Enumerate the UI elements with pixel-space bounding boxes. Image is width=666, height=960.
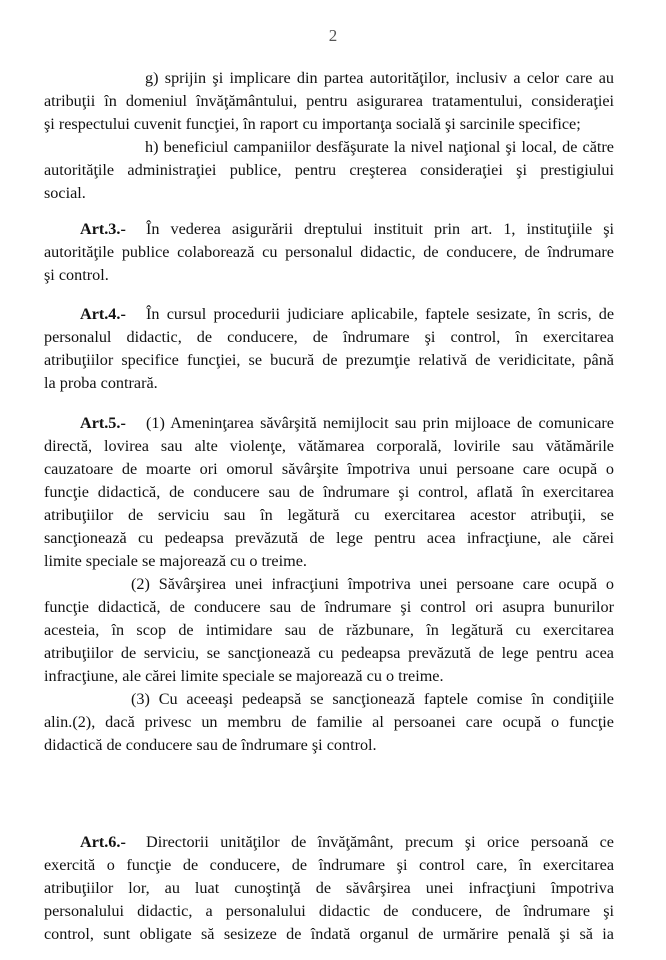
article-5-line: infracţiune, ale cărei limite speciale se majorează cu o treime. [44,667,444,685]
item-g-line: g) sprijin şi implicare din partea autorităţilor, inclusiv a celor care au [145,69,614,87]
article-6-line: control, sunt obligate să sesizeze de îndată organul de urmărire penală şi să ia [44,925,614,943]
article-5-line: directă, lovirea sau alte violenţe, vătămarea corporală, lovirile sau vătămările [44,437,614,455]
article-5-line: acesteia, în scop de intimidare sau de răzbunare, în legătură cu exercitarea [44,621,614,639]
article-3-line: În vederea asigurării dreptului instituit prin art. 1, instituţiile şi [146,220,614,238]
page-number: 2 [328,26,338,45]
item-h-line: h) beneficiul campaniilor desfăşurate la nivel naţional şi local, de către [145,138,614,156]
article-5-line: (1) Ameninţarea săvârşită nemijlocit sau prin mijloace de comunicare [146,414,614,432]
article-6-line: atribuţiilor lor, au luat cunoştinţă de săvârşirea unei infracţiuni împotriva [44,879,614,897]
article-4-line: În cursul procedurii judiciare aplicabile, faptele sesizate, în scris, de [146,305,614,323]
article-4-line: la proba contrară. [44,374,158,392]
article-6-line: Directorii unităţilor de învăţământ, precum şi orice persoană ce [146,833,614,851]
article-3-label: Art.3.- [80,220,126,238]
item-g-line: atribuţii în domeniul învăţământului, pentru asigurarea tratamentului, consideraţiei [44,92,614,110]
item-h-line: autorităţile administraţiei publice, pentru creşterea consideraţiei şi prestigiului [44,161,614,179]
article-5-line: atribuţiilor de serviciu, se sancţionează cu pedeapsa prevăzută de lege pentru acea [44,644,614,662]
article-5-line: cauzatoare de moarte ori omorul săvârşite împotriva unui persoane care ocupă o [44,460,614,478]
article-4-line: personalul didactic, de conducere, de îndrumare şi control, în exercitarea [44,328,614,346]
article-5-line: funcţie didactică, de conducere sau de îndrumare şi control ori asupra bunurilor [44,598,614,616]
article-3-line: şi control. [44,266,109,284]
item-h-line: social. [44,184,86,202]
article-3-line: autorităţile publice colaborează cu personalul didactic, de conducere, de îndrumare [44,243,614,261]
article-5-line: limite speciale se majorează cu o treime. [44,552,307,570]
item-g-line: şi respectului cuvenit funcţiei, în raport cu importanţa socială şi sarcinile specifice; [44,115,581,133]
article-6-label: Art.6.- [80,833,126,851]
article-5-line: atribuţiilor de serviciu sau în legătură cu exercitarea acestor atribuţii, se [44,506,614,524]
article-5-line: funcţie didactică, de conducere sau de îndrumare şi control, aflată în exercitarea [44,483,614,501]
article-4-line: atribuţiilor specifice funcţiei, se bucură de prezumţie relativă de veridicitate, până [44,351,614,369]
article-5-line: alin.(2), dacă privesc un membru de familie al persoanei care ocupă o funcţie [44,713,614,731]
article-4-label: Art.4.- [80,305,126,323]
article-6-line: exercită o funcţie de conducere, de îndrumare şi control care, în exercitarea [44,856,614,874]
article-5-line: sancţionează cu pedeapsa prevăzută de lege pentru acea infracţiune, ale cărei [44,529,614,547]
article-6-line: personalului didactic, a personalului didactic de conducere, de îndrumare şi [44,902,614,920]
article-5-line: didactică de conducere sau de îndrumare şi control. [44,736,377,754]
article-5-line: (2) Săvârşirea unei infracţiuni împotriva unei persoane care ocupă o [131,575,614,593]
article-5-label: Art.5.- [80,414,126,432]
article-5-line: (3) Cu aceeaşi pedeapsă se sancţionează faptele comise în condiţiile [131,690,614,708]
